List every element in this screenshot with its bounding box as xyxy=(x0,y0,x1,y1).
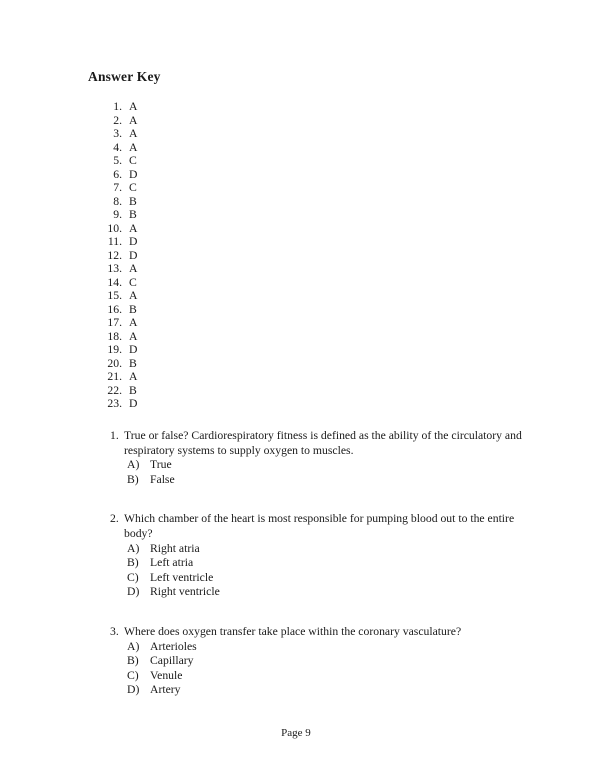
answer-option xyxy=(127,640,560,655)
question-options xyxy=(124,542,560,600)
question-block xyxy=(110,625,560,698)
question-options xyxy=(124,458,560,487)
option-text: Arterioles xyxy=(150,639,197,653)
answer-letter: C xyxy=(129,181,137,194)
answer-number: 23. xyxy=(107,397,122,410)
question-block xyxy=(110,429,560,487)
answer-number: 11. xyxy=(107,235,122,248)
option-label: D) xyxy=(127,585,140,599)
answer-letter: A xyxy=(129,262,138,275)
answer-letter: A xyxy=(129,127,138,140)
option-text: False xyxy=(150,472,175,486)
question-text: Which chamber of the heart is most responsible for pumping blood out to the entire body? xyxy=(124,512,515,540)
option-label: A) xyxy=(127,541,140,555)
answer-number: 2. xyxy=(113,113,122,127)
option-label: C) xyxy=(127,668,139,682)
answer-number: 9. xyxy=(113,208,122,221)
answer-option xyxy=(127,473,560,488)
answer-key-item xyxy=(100,316,137,330)
answer-key-item xyxy=(100,100,137,114)
answer-letter: A xyxy=(129,370,138,383)
answer-number: 19. xyxy=(107,343,122,356)
answer-key-list xyxy=(100,100,137,411)
answer-number: 4. xyxy=(113,140,122,154)
answer-number: 22. xyxy=(107,383,122,397)
option-text: Right atria xyxy=(150,541,200,555)
answer-number: 5. xyxy=(113,154,122,167)
answer-option xyxy=(127,669,560,684)
questions-section xyxy=(110,429,560,723)
answer-key-item xyxy=(100,289,137,303)
option-text: Artery xyxy=(150,683,181,697)
answer-number: 14. xyxy=(107,275,122,289)
answer-number: 6. xyxy=(113,167,122,181)
answer-number: 12. xyxy=(107,248,122,262)
answer-letter: B xyxy=(129,356,137,370)
answer-letter: C xyxy=(129,154,137,167)
answer-number: 3. xyxy=(113,127,122,140)
answer-number: 1. xyxy=(113,100,122,113)
answer-letter: D xyxy=(129,167,138,181)
answer-letter: A xyxy=(129,329,138,343)
answer-letter: B xyxy=(129,302,137,316)
question-block xyxy=(110,512,560,600)
answer-key-item xyxy=(100,330,137,344)
answer-letter: A xyxy=(129,289,138,302)
answer-number: 7. xyxy=(113,181,122,194)
answer-option xyxy=(127,556,560,571)
answer-key-item xyxy=(100,384,137,398)
answer-key-item xyxy=(100,114,137,128)
answer-key-item xyxy=(100,357,137,371)
answer-number: 18. xyxy=(107,329,122,343)
option-label: A) xyxy=(127,458,140,472)
answer-option xyxy=(127,654,560,669)
answer-key-item xyxy=(100,127,137,141)
answer-key-item xyxy=(100,222,137,236)
answer-key-item xyxy=(100,195,137,209)
answer-letter: B xyxy=(129,208,137,221)
answer-number: 21. xyxy=(107,370,122,383)
answer-key-item xyxy=(100,168,137,182)
option-text: Capillary xyxy=(150,654,194,668)
answer-key-item xyxy=(100,181,137,195)
answer-option xyxy=(127,571,560,586)
answer-key-item xyxy=(100,343,137,357)
answer-key-item xyxy=(100,208,137,222)
question-options xyxy=(124,640,560,698)
answer-letter: B xyxy=(129,194,137,208)
option-label: C) xyxy=(127,570,139,584)
answer-letter: A xyxy=(129,221,138,235)
answer-letter: D xyxy=(129,235,138,248)
page-footer: Page 9 xyxy=(281,727,311,739)
answer-number: 8. xyxy=(113,194,122,208)
answer-option xyxy=(127,585,560,600)
answer-key-item xyxy=(100,154,137,168)
option-label: A) xyxy=(127,639,140,653)
answer-letter: B xyxy=(129,383,137,397)
question-number: 3. xyxy=(110,624,119,638)
answer-number: 15. xyxy=(107,289,122,302)
option-label: B) xyxy=(127,654,139,668)
option-label: B) xyxy=(127,556,139,570)
question-text: True or false? Cardiorespiratory fitness is defined as the ability of the circulatory and respiratory systems to supply oxygen to muscles. xyxy=(124,429,522,457)
answer-number: 20. xyxy=(107,356,122,370)
page-title: Answer Key xyxy=(88,69,161,84)
answer-key-item xyxy=(100,303,137,317)
option-label: D) xyxy=(127,683,140,697)
answer-key-item xyxy=(100,235,137,249)
answer-letter: D xyxy=(129,343,138,356)
answer-option xyxy=(127,683,560,698)
option-label: B) xyxy=(127,472,139,486)
answer-letter: D xyxy=(129,248,138,262)
answer-option xyxy=(127,542,560,557)
answer-letter: D xyxy=(129,397,138,410)
answer-number: 16. xyxy=(107,302,122,316)
option-text: Left atria xyxy=(150,556,194,570)
option-text: Left ventricle xyxy=(150,570,214,584)
answer-letter: A xyxy=(129,113,138,127)
answer-letter: A xyxy=(129,140,138,154)
answer-key-item xyxy=(100,397,137,411)
answer-letter: A xyxy=(129,316,138,329)
answer-letter: A xyxy=(129,100,138,113)
question-text: Where does oxygen transfer take place within the coronary vasculature? xyxy=(124,624,462,638)
option-text: Venule xyxy=(150,668,183,682)
answer-number: 13. xyxy=(107,262,122,275)
answer-number: 10. xyxy=(107,221,122,235)
option-text: Right ventricle xyxy=(150,585,220,599)
question-number: 2. xyxy=(110,512,119,526)
answer-key-item xyxy=(100,276,137,290)
answer-key-item xyxy=(100,262,137,276)
answer-key-item xyxy=(100,370,137,384)
answer-key-item xyxy=(100,249,137,263)
answer-key-item xyxy=(100,141,137,155)
answer-letter: C xyxy=(129,275,137,289)
question-number: 1. xyxy=(110,429,119,442)
answer-number: 17. xyxy=(107,316,122,329)
option-text: True xyxy=(150,458,172,472)
answer-option xyxy=(127,458,560,473)
